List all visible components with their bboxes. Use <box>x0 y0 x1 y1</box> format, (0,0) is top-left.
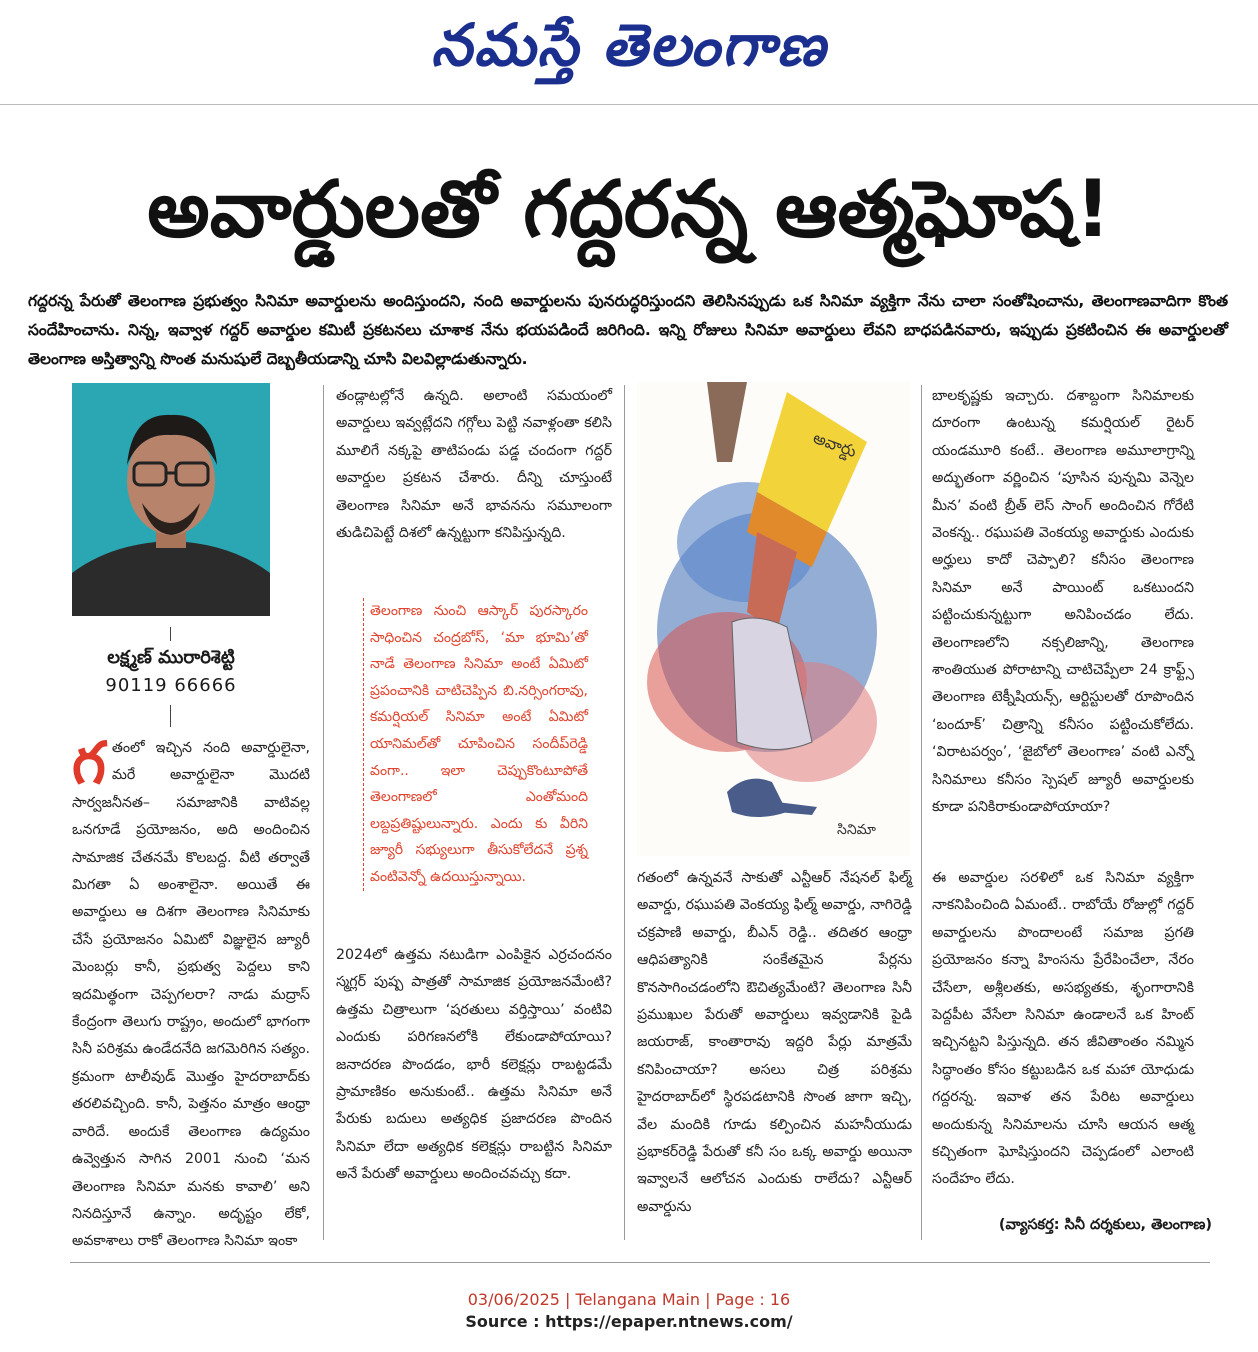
cartoon-label-cinema: సినిమా <box>837 822 876 838</box>
pull-quote: తెలంగాణ నుంచి ఆస్కార్ పురస్కారం సాధించిన చంద్రబోస్, ‘మా భూమి’తో నాడే తెలంగాణ సినిమా అంటే ఏమిటో ప్రపంచానికి చాటిచెప్పిన బి.నర్సింగరావు, కమర్షియల్ సినిమా అంటే ఏమిటో యానిమల్‌తో చూపించిన సందీప్‌రెడ్డి వంగా.. ఇలా చెప్పుకొంటూపోతే తెలంగాణలో ఎంతోమంది లబ్దప్రతిష్టులున్నారు. ఎందు కు వీరిని జ్యూరీ సభ్యులుగా తీసుకోలేదనే ప్రశ్న వంటివెన్నో ఉదయిస్తున్నాయి. <box>363 598 588 891</box>
column-2-top-text: తండ్లాటల్లోనే ఉన్నది. అలాంటి సమయంలో అవార్డులు ఇవ్వట్లేదని గగ్గోలు పెట్టి నవాళ్లంతా కలిసి మూలిగే నక్కపై తాటిపండు పడ్డ చందంగా గద్దర్ అవార్డుల ప్రకటన చేశారు. దీన్ని చూస్తుంటే తెలంగాణ సినిమా అనే భావనను సమూలంగా తుడిచిపెట్టే దిశలో ఉన్నట్టుగా కనిపిస్తున్నది. <box>336 388 612 542</box>
column-divider-2 <box>624 385 625 1240</box>
author-name: లక్ష్మణ్ మురారిశెట్టి <box>107 647 235 668</box>
headline: అవార్డులతో గద్దరన్న ఆత్మఘోష! <box>147 165 1111 255</box>
drop-cap: గ <box>72 729 106 797</box>
author-byline: (వ్యాసకర్త: సినీ దర్శకులు, తెలంగాణ) <box>998 1217 1212 1233</box>
footer <box>0 1289 1258 1333</box>
masthead-logo: నమస్తే తెలంగాణ <box>431 11 827 79</box>
author-phone: 90119 66666 <box>105 675 237 696</box>
column-4-top <box>932 383 1194 845</box>
author-tick-top <box>170 627 171 641</box>
column-1 <box>72 729 310 1250</box>
column-4-bottom <box>932 865 1194 1215</box>
column-4-p1: బాలకృష్ణకు ఇచ్చారు. దశాబ్దంగా సినిమాలకు దూరంగా ఉంటున్న కమర్షియల్ రైటర్ యండమూరి కంటే.. తెలంగాణ అమూలాగ్రాన్ని అద్భుతంగా వర్ణించిన ‘పూసిన పున్నమి వెన్నెల మీన’ వంటి బ్రీత్ లెస్ సాంగ్ అందించిన గోరేటి వెంకన్న.. రఘుపతి వెంకయ్య అవార్డుకు ఎందుకు అర్హులు కాదో చెప్పాలి? కనీసం తెలంగాణ సినిమా అనే పాయింట్ ఒకటుందని పట్టించుకున్నట్టుగా అనిపించడం లేదు. తెలంగాణలోని నక్సలిజాన్ని, తెలంగాణ శాంతియుత పోరాటాన్ని చాటిచెప్పేలా 24 క్రాఫ్ట్స్ తెలంగాణ టెక్నీషియన్స్, ఆర్టిస్టులతో రూపొందిన ‘బందూక్’ చిత్రాన్ని కనీసం పట్టించుకోలేదు. ‘విరాటపర్వం’, ‘జైబోలో తెలంగాణ’ వంటి ఎన్నో సినిమాలు కనీసం స్పెషల్ జ్యూరీ అవార్డులకు కూడా పనికిరాకుండాపోయాయా? <box>932 388 1194 816</box>
editorial-cartoon <box>637 382 910 856</box>
column-divider-3 <box>921 385 922 1240</box>
cartoon-illustration-icon <box>637 382 910 856</box>
masthead-divider <box>0 104 1258 105</box>
column-4-p2: ఈ అవార్డుల సరళిలో ఒక సినిమా వ్యక్తిగా నాకనిపించింది ఏమంటే.. రాబోయే రోజుల్లో గద్దర్ అవార్డులను పొందాలంటే సమాజ ప్రగతి ప్రయోజనం కన్నా హింసను ప్రేరేపించేలా, నేరం చేసేలా, అశ్లీలతకు, అసభ్యతకు, శృంగారానికి పెద్దపీట వేసేలా సినిమా ఉండాలనే ఒక హింట్ ఇచ్చినట్టని పిస్తున్నది. తన జీవితాంతం నమ్మిన సిద్ధాంతం కోసం కట్టుబడిన ఒక మహా యోధుడు గద్దరన్న. ఇవాళ తన పేరిట అవార్డులు అందుకున్న సినిమాలను చూసి ఆయన ఆత్మ కచ్చితంగా ఘోషిస్తుందని చెప్పడంలో ఎలాంటి సందేహం లేదు. <box>932 870 1194 1188</box>
masthead <box>0 0 1258 100</box>
column-2-top <box>336 383 612 578</box>
footer-edition-info: 03/06/2025 | Telangana Main | Page : 16 <box>467 1290 791 1309</box>
column-1-text: తంలో ఇచ్చిన నంది అవార్డులైనా, మరే అవార్డులైనా మొదటి సార్వజనీనత– సమాజానికి వాటివల్ల ఒనగూడే ప్రయోజనం, అది అందించిన సామాజిక చేతనమే కొలబద్ద. వీటి తర్వాతే మిగతా ఏ అంశాలైనా. అయితే ఈ అవార్డులు ఆ దిశగా తెలంగాణ సినిమాకు చేసే ప్రయోజనం ఏమిటో విజ్ఞులైన జ్యూరీ మెంబర్లు కానీ, ప్రభుత్వ పెద్దలు కాని ఇదమిత్థంగా చెప్పగలరా? నాడు మద్రాస్ కేంద్రంగా తెలుగు రాష్ట్రం, అందులో భాగంగా సినీ పరిశ్రమ ఉండేదనేది జగమెరిగిన సత్యం. క్రమంగా టాలీవుడ్ మొత్తం హైదరాబాద్‌కు తరలివచ్చింది. కానీ, పెత్తనం మాత్రం ఆంధ్రా వారిదే. అందుకే తెలంగాణ ఉద్యమం ఉవ్వెత్తున సాగిన 2001 నుంచి ‘మన తెలంగాణ సినిమా మనకు కావాలి’ అని నినదిస్తూనే ఉన్నాం. అదృష్టం లేకో, అవకాశాలు రాకో తెలంగాణ సినిమా ఇంకా <box>72 740 310 1250</box>
lead-paragraph: గద్దరన్న పేరుతో తెలంగాణ ప్రభుత్వం సినిమా అవార్డులను అందిస్తుందని, నంది అవార్డులను పునరుద్ధరిస్తుందని తెలిసినప్పుడు ఒక సినిమా వ్యక్తిగా నేను చాలా సంతోషించాను, తెలంగాణవాదిగా కొంత సందేహించాను. నిన్న, ఇవ్వాళ గద్దర్ అవార్డుల కమిటీ ప్రకటనలు చూశాక నేను భయపడిందే జరిగింది. ఇన్ని రోజులు సినిమా అవార్డులు లేవని బాధపడినవారు, ఇప్పుడు ప్రకటించిన ఈ అవార్డులతో తెలంగాణ అస్తిత్వాన్ని సొంత మనుషులే దెబ్బతీయడాన్ని చూసి విలవిల్లాడుతున్నారు. <box>28 292 1228 368</box>
cartoon-label-award: అవార్డు <box>810 427 860 462</box>
column-3 <box>637 865 912 1245</box>
column-divider-1 <box>323 385 324 1240</box>
column-3-text: గతంలో ఉన్నవనే సాకుతో ఎన్టీఆర్ నేషనల్ ఫిల్మ్ అవార్డు, రఘుపతి వెంకయ్య ఫిల్మ్ అవార్డు, నాగిరెడ్డి చక్రపాణి అవార్డు, బీఎన్ రెడ్డి.. తదితర ఆంధ్రా ఆధిపత్యానికి సంకేతమైన పేర్లను కొనసాగించడంలోని ఔచిత్యమేంటి? తెలంగాణ సినీ ప్రముఖుల పేరుతో అవార్డులు ఇవ్వడానికి పైడి జయరాజ్, కాంతారావు ఇద్దరి పేర్లు మాత్రమే కనిపించాయా? అసలు చిత్ర పరిశ్రమ హైదరాబాద్‌లో స్థిరపడటానికి సొంత జాగా ఇచ్చి, వేల మందికి గూడు కల్పించిన మహనీయుడు ప్రభాకర్‌రెడ్డి పేరుతో కనీ సం ఒక్క అవార్డు అయినా ఇవ్వాలనే ఆలోచన ఎందుకు రాలేదు? ఎన్టీఆర్ అవార్డును <box>637 870 912 1215</box>
author-block <box>72 645 270 701</box>
article-bottom-rule <box>70 1262 1210 1263</box>
author-tick-bottom <box>170 705 171 727</box>
footer-source-link[interactable]: Source : https://epaper.ntnews.com/ <box>465 1312 793 1331</box>
column-2-bottom-text: 2024లో ఉత్తమ నటుడిగా ఎంపికైన ఎర్రచందనం స్మగ్లర్ పుష్ప పాత్రతో సామాజిక ప్రయోజనమేంటి? ఉత్తమ చిత్రాలుగా ‘షరతులు వర్తిస్తాయి’ వంటివి ఎందుకు పరిగణనలోకి లేకుండాపోయాయి? జనాదరణ పొందడం, భారీ కలెక్షన్లు రాబట్టడమే ప్రామాణికం అనుకుంటే.. ఉత్తమ సినిమా అనే పేరుకు బదులు అత్యధిక ప్రజాదరణ పొందిన సినిమా లేదా అత్యధిక కలెక్షన్లు రాబట్టిన సినిమా అనే పేరుతో అవార్డులు అందించవచ్చు కదా. <box>336 947 612 1183</box>
column-2-bottom <box>336 942 612 1242</box>
author-portrait-icon <box>72 383 270 616</box>
author-photo <box>72 383 270 616</box>
